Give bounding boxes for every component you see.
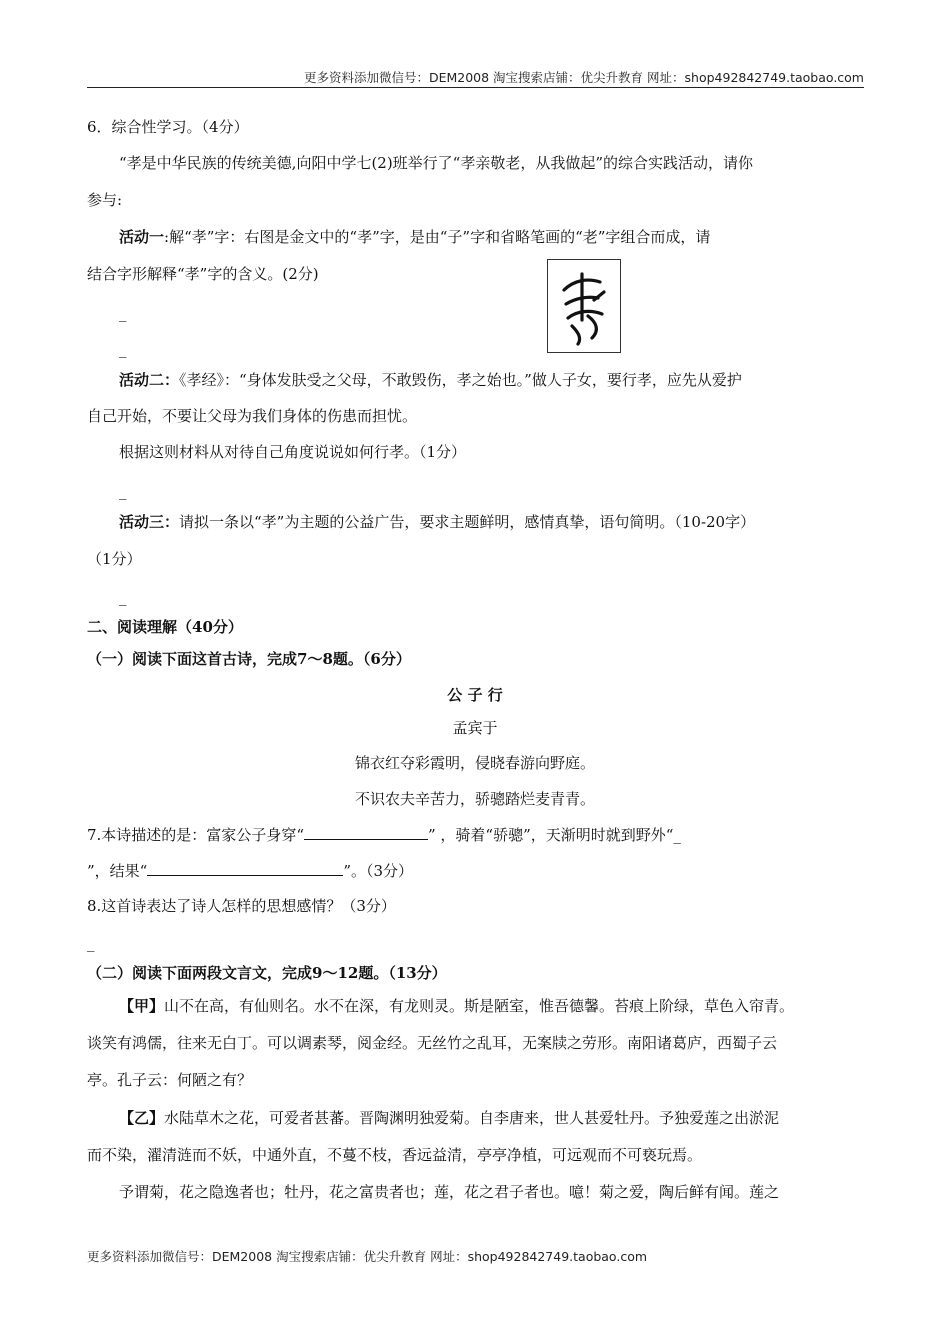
- part2-title: （二）阅读下面两段文言文，完成9～12题。（13分）: [87, 964, 447, 982]
- q8-question: 8.这首诗表达了诗人怎样的思想感情？（3分）: [87, 897, 396, 915]
- activity3-line2: （1分）: [87, 550, 142, 568]
- activity2-question: 根据这则材料从对待自己角度说说如何行孝。（1分）: [119, 443, 467, 461]
- page-footer: 更多资料添加微信号：DEM2008 淘宝搜索店铺：优尖升教育 网址：shop492842749.taobao.com: [87, 1249, 648, 1264]
- activity1-line1: [119, 227, 710, 247]
- passage-yi-label: 【乙】: [119, 1109, 165, 1127]
- q7-text-b: ” ，骑着“骄骢”，天渐明时就到野外“_: [427, 826, 681, 844]
- activity3-label: 活动三：: [119, 513, 180, 531]
- activity2-line2: 自己开始，不要让父母为我们身体的伤患而担忧。: [87, 407, 418, 425]
- activity1-answer-2: _: [119, 340, 127, 358]
- passage-yi-line3: 予谓菊，花之隐逸者也；牡丹，花之富贵者也；莲，花之君子者也。噫！菊之爱，陶后鲜有闻。莲之: [119, 1183, 780, 1201]
- activity1-answer-1: _: [119, 304, 127, 322]
- poem-line-2: 不识农夫辛苦力，骄骢踏烂麦青青。: [354, 790, 595, 808]
- q7-text-c: ”，结果“: [87, 862, 148, 880]
- q7-line1: [87, 825, 681, 845]
- activity2-line1: [119, 370, 742, 390]
- xiao-glyph-drawing: [548, 260, 620, 352]
- passage-yi-text: 水陆草木之花，可爱者甚蕃。晋陶渊明独爱菊。自李唐来，世人甚爱牡丹。予独爱莲之出淤泥: [164, 1109, 780, 1127]
- passage-yi-line2: 而不染，濯清涟而不妖，中通外直，不蔓不枝，香远益清，亭亭净植，可远观而不可亵玩焉。: [87, 1146, 703, 1164]
- bronze-script-xiao-image: [547, 259, 621, 353]
- poem-title: 公 子 行: [447, 686, 503, 704]
- q7-text-d: ”。（3分）: [343, 862, 414, 880]
- part1-title: （一）阅读下面这首古诗，完成7～8题。（6分）: [87, 650, 411, 668]
- header-divider: [87, 87, 864, 88]
- q6-intro-line1: “孝是中华民族的传统美德,向阳中学七(2)班举行了“孝亲敬老，从我做起”的综合实践活动，请你: [119, 154, 754, 172]
- page-header: 更多资料添加微信号：DEM2008 淘宝搜索店铺：优尖升教育 网址：shop492842749.taobao.com: [303, 70, 864, 85]
- q8-answer: _: [87, 934, 95, 952]
- passage-jia-label: 【甲】: [119, 997, 165, 1015]
- activity2-label: 活动二：: [119, 371, 180, 389]
- poem-line-1: 锦衣红夺彩霞明，侵晓春游向野庭。: [354, 754, 595, 772]
- section2-title: 二、阅读理解（40分）: [87, 618, 243, 636]
- passage-jia-line1: [119, 996, 794, 1016]
- q7-text-a: 7.本诗描述的是：富家公子身穿“: [87, 826, 304, 844]
- activity1-text: :解“孝”字：右图是金文中的“孝”字，是由“子”字和省略笔画的“老”字组合而成，请: [164, 228, 711, 246]
- q7-blank-clothing[interactable]: [304, 825, 428, 840]
- passage-yi-line1: [119, 1108, 779, 1128]
- activity3-line1: [119, 512, 755, 532]
- activity2-text: 《孝经》：“身体发肤受之父母，不敢毁伤，孝之始也。”做人子女，要行孝，应先从爱护: [179, 371, 742, 389]
- poem-author: 孟宾于: [452, 719, 498, 737]
- activity1-label: 活动一: [119, 228, 165, 246]
- passage-jia-text: 山不在高，有仙则名。水不在深，有龙则灵。斯是陋室，惟吾德馨。苔痕上阶绿，草色入帘青。: [164, 997, 795, 1015]
- activity2-answer: _: [119, 482, 127, 500]
- q7-blank-result[interactable]: [147, 861, 343, 876]
- activity3-answer: _: [119, 588, 127, 606]
- activity3-text: 请拟一条以“孝”为主题的公益广告，要求主题鲜明，感情真挚，语句简明。（10-20字）: [179, 513, 756, 531]
- q6-title: 6．综合性学习。（4分）: [87, 118, 249, 136]
- activity1-line2: 结合字形解释“孝”字的含义。(2分): [87, 265, 319, 283]
- q6-intro-line2: 参与:: [87, 191, 123, 209]
- q7-line2: [87, 861, 413, 881]
- passage-jia-line2: 谈笑有鸿儒，往来无白丁。可以调素琴，阅金经。无丝竹之乱耳，无案牍之劳形。南阳诸葛庐，西蜀子云: [87, 1034, 778, 1052]
- passage-jia-line3: 亭。孔子云：何陋之有？: [87, 1071, 253, 1089]
